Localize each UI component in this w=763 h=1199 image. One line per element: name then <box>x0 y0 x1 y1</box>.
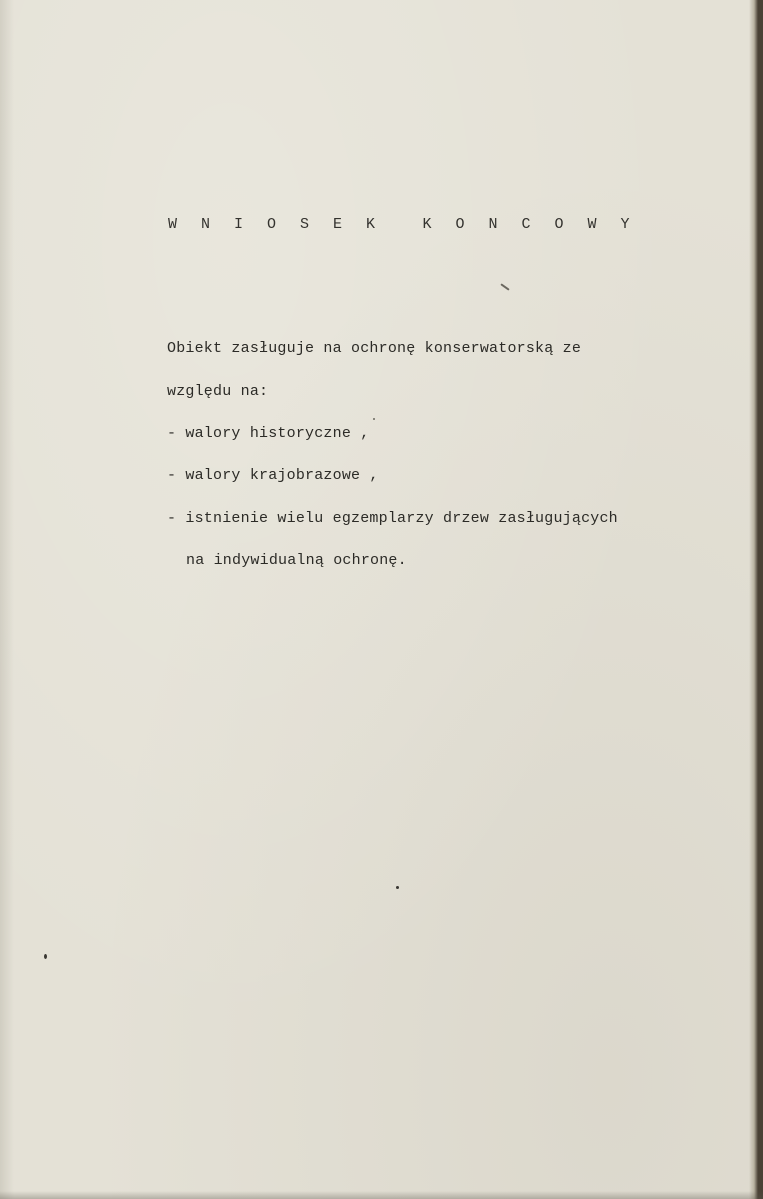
paper-speck <box>44 954 47 959</box>
document-title <box>168 216 637 233</box>
title-word-1: W N I O S E K <box>168 216 383 233</box>
paper-speck <box>396 886 399 889</box>
paper-speck <box>500 283 509 290</box>
intro-line-1: Obiekt zasługuje na ochronę konserwatorską ze <box>167 340 582 357</box>
paper-speck <box>373 418 375 420</box>
list-item-landscape: - walory krajobrazowe , <box>167 467 379 484</box>
page-right-binding-edge <box>749 0 763 1199</box>
list-item-trees: - istnienie wielu egzemplarzy drzew zasługujących <box>167 510 618 527</box>
list-item-historical: - walory historyczne , <box>167 425 370 442</box>
title-word-2: K O N C O W Y <box>422 216 638 233</box>
intro-line-2: względu na: <box>167 383 269 400</box>
page-bottom-shadow <box>0 1191 763 1199</box>
list-item-trees-continuation: na indywidualną ochronę. <box>186 552 407 569</box>
page-left-shadow <box>0 0 14 1199</box>
